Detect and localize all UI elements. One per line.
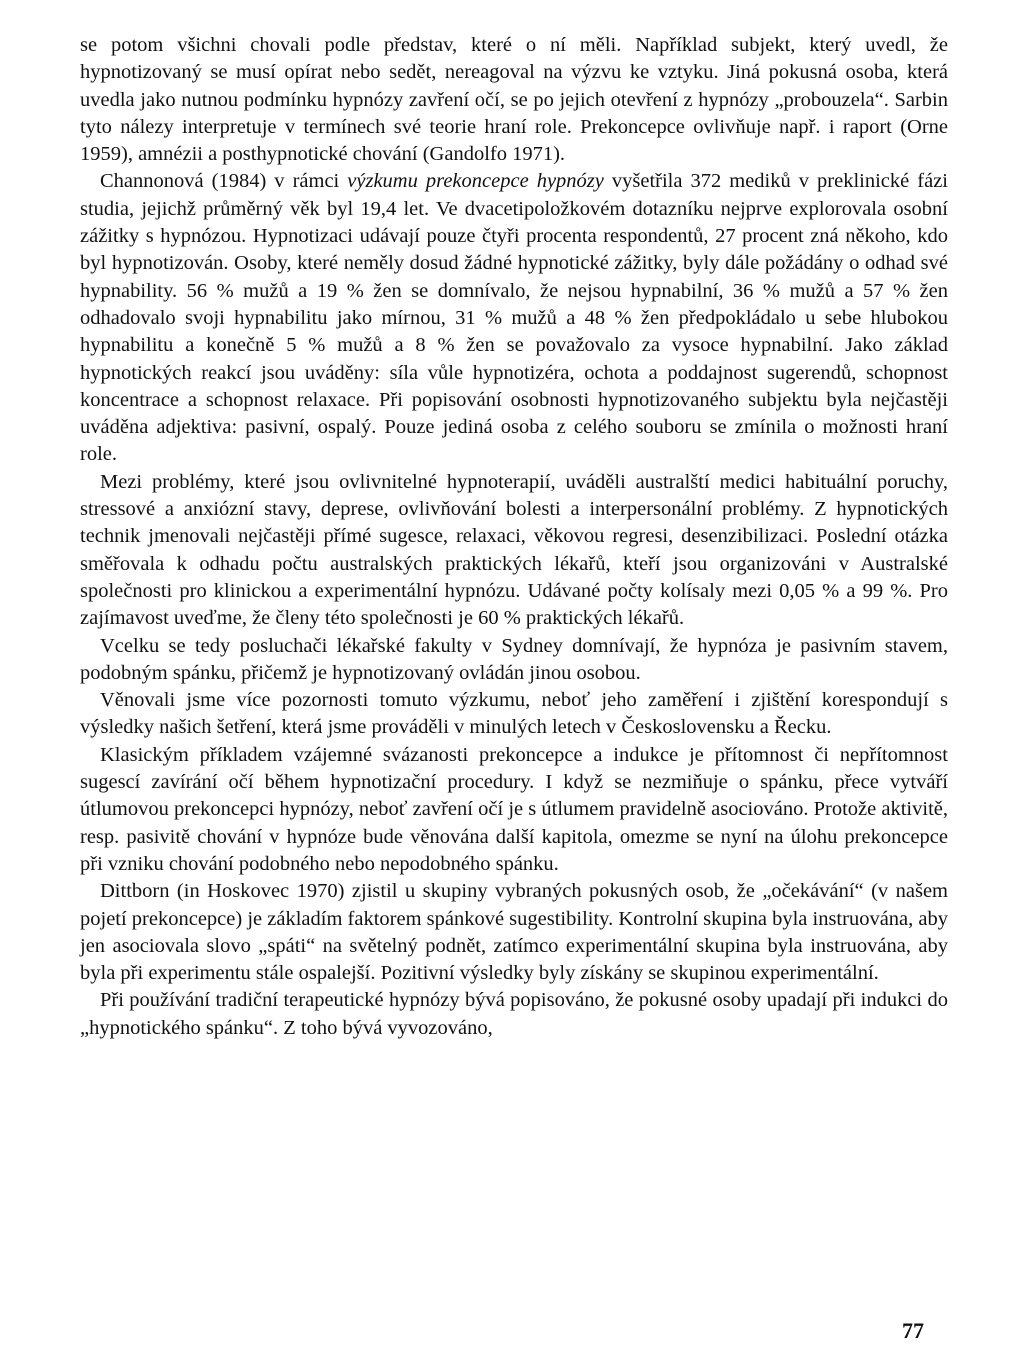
- paragraph-attention: Věnovali jsme více pozornosti tomuto výzkumu, neboť jeho zaměření i zjištění korespondují s výsledky našich šetření, která jsme prováděli v minulých letech v Československu a Řecku.: [80, 689, 948, 739]
- page-number: 77: [902, 1318, 924, 1343]
- paragraph-text: Channonová (1984) v rámci: [100, 170, 348, 193]
- paragraph-text: vyšetřila 372 mediků v preklinické fázi studia, jejichž průměrný věk byl 19,4 let. Ve dvacetipoložkovém dotazníku nejprve explorovala osobní zážitky s hypnózou. Hypnotizaci udávají pouze čtyři procenta respondentů, 27 procent zná někoho, kdo byl hypnotizován. Osoby, které neměly dosud žádné hypnotické zážitky, byly dále požádány o odhad své hypnability. 56 % mužů a 19 % žen se domnívalo, že nejsou hypnabilní, 36 % mužů a 57 % žen odhadovalo svoji hypnabilitu jako mírnou, 31 % mužů a 48 % žen předpokládalo u sebe hlubokou hypnabilitu a konečně 5 % mužů a 8 % žen se považovalo za vysoce hypnabilní. Jako základ hypnotických reakcí jsou uváděny: síla vůle hypnotizéra, ochota a poddajnost sugerendů, schopnost koncentrace a schopnost relaxace. Při popisování osobnosti hypnotizovaného subjektu byla nejčastěji uváděna adjektiva: pasivní, ospalý. Pouze jediná osoba z celého souboru se zmínila o možnosti hraní role.: [80, 170, 948, 466]
- page-body: [80, 32, 948, 1042]
- paragraph-dittborn: Dittborn (in Hoskovec 1970) zjistil u skupiny vybraných pokusných osob, že „očekávání“ (v našem pojetí prekoncepce) je základím faktorem spánkové sugestibility. Kontrolní skupina byla instruována, aby jen asociovala slovo „spáti“ na světelný podnět, zatímco experimentální skupina byla instruována, aby byla při experimentu stále ospalejší. Pozitivní výsledky byly získány se skupinou experimentální.: [80, 880, 948, 985]
- paragraph-continuation: se potom všichni chovali podle představ, které o ní měli. Například subjekt, který uvedl, že hypnotizovaný se musí opírat nebo sedět, nereagoval na výzvu ke vztyku. Jiná pokusná osoba, která uvedla jako nutnou podmínku hypnózy zavření očí, se po jejich otevření z hypnózy „probouzela“. Sarbin tyto nálezy interpretuje v termínech své teorie hraní role. Prekoncepce ovlivňuje např. i raport (Orne 1959), amnézii a posthypnotické chování (Gandolfo 1971).: [80, 34, 948, 166]
- emphasized-text: výzkumu prekoncepce hypnózy: [347, 170, 604, 193]
- paragraph-classic-example: Klasickým příkladem vzájemné svázanosti prekoncepce a indukce je přítomnost či nepřítomnost sugescí zavírání očí během hypnotizační procedury. I když se nezmiňuje o spánku, přece vytváří útlumovou prekoncepci hypnózy, neboť zavření očí je s útlumem pravidelně asociováno. Protože aktivitě, resp. pasivitě chování v hypnóze bude věnována další kapitola, omezme se nyní na úlohu prekoncepce při vzniku chování podobného nebo nepodobného spánku.: [80, 743, 948, 875]
- paragraph-traditional-hypnosis: Při používání tradiční terapeutické hypnózy bývá popisováno, že pokusné osoby upadají při indukci do „hypnotického spánku“. Z toho bývá vyvozováno,: [80, 989, 948, 1039]
- paragraph-channon-study: [80, 168, 948, 468]
- paragraph-problems: Mezi problémy, které jsou ovlivnitelné hypnoterapií, uváděli australští medici habituální poruchy, stressové a anxiózní stavy, deprese, ovlivňování bolesti a interpersonální problémy. Z hypnotických technik jmenovali nejčastěji přímé sugesce, relaxaci, věkovou regresi, desenzibilizaci. Poslední otázka směřovala k odhadu počtu australských praktických lékařů, kteří jsou organizováni v Australské společnosti pro klinickou a experimentální hypnózu. Udávané počty kolísaly mezi 0,05 % a 99 %. Pro zajímavost uveďme, že členy této společnosti je 60 % praktických lékařů.: [80, 470, 948, 630]
- paragraph-summary: Vcelku se tedy posluchači lékařské fakulty v Sydney domnívají, že hypnóza je pasivním stavem, podobným spánku, přičemž je hypnotizovaný ovládán jinou osobou.: [80, 634, 948, 684]
